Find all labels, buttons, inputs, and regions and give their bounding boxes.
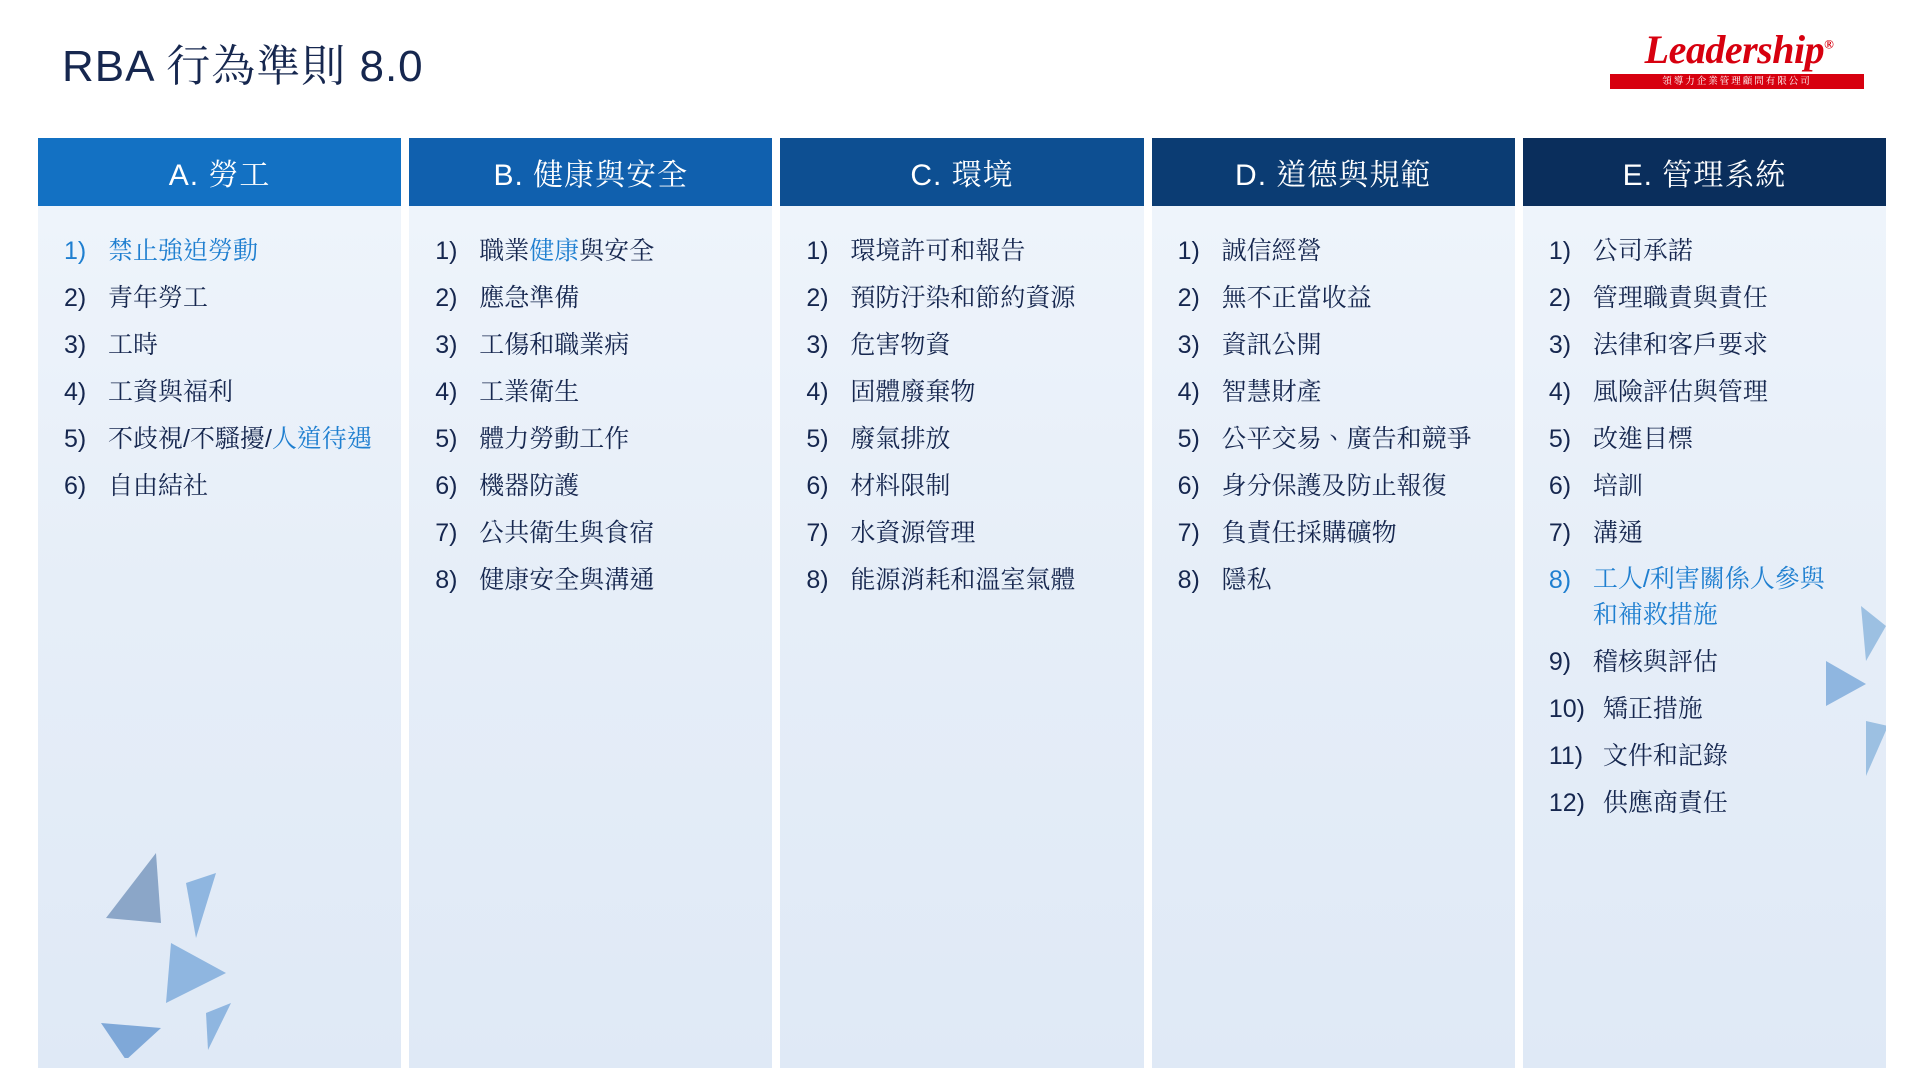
- list-item[interactable]: [409, 326, 772, 373]
- item-number: 7): [435, 519, 458, 547]
- item-number: 1): [64, 237, 87, 265]
- logo-wordmark: [1644, 27, 1834, 72]
- column-header-labor: A. 勞工: [38, 138, 401, 206]
- item-number: 8): [1177, 566, 1200, 594]
- list-item[interactable]: [1523, 467, 1886, 514]
- item-number: 2): [64, 284, 87, 312]
- list-item[interactable]: [780, 232, 1143, 279]
- column-ethics: [1152, 138, 1515, 1068]
- list-item[interactable]: [780, 561, 1143, 608]
- list-item[interactable]: [780, 467, 1143, 514]
- list-item[interactable]: [1152, 561, 1515, 608]
- item-text: 資訊公開: [1221, 331, 1322, 359]
- item-number: 2): [806, 284, 829, 312]
- item-text-highlight: 人道待遇: [271, 425, 372, 453]
- item-number: 8): [435, 566, 458, 594]
- item-number: 5): [64, 425, 87, 453]
- item-number: 4): [1177, 378, 1200, 406]
- item-number: 12): [1548, 788, 1585, 817]
- item-text: 改進目標: [1592, 425, 1693, 453]
- item-number: 5): [435, 425, 458, 453]
- item-number: 3): [806, 331, 829, 359]
- logo-subtitle: 領導力企業管理顧問有限公司: [1662, 76, 1812, 87]
- item-text: 公平交易、廣告和競爭: [1221, 425, 1472, 453]
- column-health-safety: [409, 138, 772, 1068]
- item-text: 禁止強迫勞動: [108, 237, 259, 265]
- item-text: 預防汙染和節約資源: [850, 284, 1076, 312]
- item-text: 風險評估與管理: [1592, 378, 1768, 406]
- item-number: 10): [1548, 694, 1585, 723]
- item-text: 水資源管理: [850, 519, 976, 547]
- list-item[interactable]: [780, 373, 1143, 420]
- list-item[interactable]: [1523, 643, 1886, 690]
- item-number: 3): [1548, 331, 1572, 359]
- list-item[interactable]: [1152, 373, 1515, 420]
- list-item[interactable]: [780, 420, 1143, 467]
- item-text: 機器防護: [479, 472, 580, 500]
- item-number: 1): [806, 237, 829, 265]
- column-body-labor: [38, 206, 401, 1068]
- list-item[interactable]: [780, 279, 1143, 326]
- logo-word-text: Leadership: [1644, 27, 1825, 72]
- item-text: 法律和客戶要求: [1592, 331, 1768, 359]
- page-title: RBA 行為準則 8.0: [62, 42, 424, 91]
- item-text: 能源消耗和溫室氣體: [850, 566, 1076, 594]
- list-item[interactable]: [1523, 326, 1886, 373]
- item-text: 工傷和職業病: [479, 331, 630, 359]
- item-number: 3): [64, 331, 87, 359]
- list-item[interactable]: [1523, 514, 1886, 561]
- logo-bar: [1610, 74, 1864, 89]
- list-item[interactable]: [780, 326, 1143, 373]
- item-number: 1): [1548, 237, 1572, 265]
- item-number: 6): [64, 472, 87, 500]
- item-number: 4): [435, 378, 458, 406]
- item-text: 培訓: [1592, 472, 1643, 500]
- list-item[interactable]: [409, 467, 772, 514]
- item-number: 11): [1548, 741, 1584, 770]
- column-environment: [780, 138, 1143, 1068]
- list-item[interactable]: [1152, 420, 1515, 467]
- column-header-management-system: E. 管理系統: [1523, 138, 1886, 206]
- item-text: 體力勞動工作: [479, 425, 630, 453]
- item-text: 自由結社: [108, 472, 209, 500]
- item-text: 智慧財產: [1221, 378, 1322, 406]
- item-text: 隱私: [1221, 566, 1272, 594]
- item-number: 8): [1548, 566, 1572, 594]
- page-header: [0, 0, 1920, 118]
- item-number: 5): [1177, 425, 1200, 453]
- list-item[interactable]: [38, 279, 401, 326]
- column-management-system: [1523, 138, 1886, 1068]
- item-number: 4): [1548, 378, 1572, 406]
- column-header-health-safety: B. 健康與安全: [409, 138, 772, 206]
- item-text: 公司承諾: [1592, 237, 1693, 265]
- item-number: 5): [806, 425, 829, 453]
- item-number: 4): [64, 378, 87, 406]
- item-number: 2): [435, 284, 458, 312]
- item-text: 溝通: [1592, 519, 1643, 547]
- item-text: 工業衛生: [479, 378, 580, 406]
- item-text: [479, 232, 654, 270]
- list-item[interactable]: [1523, 690, 1886, 737]
- column-header-ethics: D. 道德與規範: [1152, 138, 1515, 206]
- item-text: 稽核與評估: [1592, 647, 1718, 676]
- item-text: 管理職責與責任: [1592, 284, 1768, 312]
- list-item[interactable]: [1523, 784, 1886, 831]
- item-text-plain: 職業: [479, 237, 530, 265]
- column-body-ethics: [1152, 206, 1515, 1068]
- item-text-highlight: 健康: [529, 237, 580, 265]
- item-text: 供應商責任: [1602, 788, 1728, 817]
- column-body-health-safety: [409, 206, 772, 1068]
- item-text: 無不正當收益: [1221, 284, 1372, 312]
- item-text: 青年勞工: [108, 284, 209, 312]
- list-item[interactable]: [1152, 279, 1515, 326]
- item-text: 誠信經營: [1221, 237, 1322, 265]
- item-text: 矯正措施: [1602, 694, 1703, 723]
- item-text: [108, 420, 372, 458]
- item-text: 負責任採購礦物: [1221, 519, 1397, 547]
- list-item[interactable]: [38, 373, 401, 420]
- item-text: 環境許可和報告: [850, 237, 1026, 265]
- list-item[interactable]: [38, 420, 401, 467]
- list-item[interactable]: [1523, 279, 1886, 326]
- list-item[interactable]: [1523, 420, 1886, 467]
- list-item[interactable]: [409, 514, 772, 561]
- column-header-environment: C. 環境: [780, 138, 1143, 206]
- item-text: 固體廢棄物: [850, 378, 976, 406]
- item-number: 3): [435, 331, 458, 359]
- item-number: 1): [1177, 237, 1200, 265]
- item-text: 應急準備: [479, 284, 580, 312]
- list-item[interactable]: [1523, 232, 1886, 279]
- item-number: 4): [806, 378, 829, 406]
- item-text-plain: 不歧視/不騷擾/: [108, 425, 272, 453]
- item-number: 9): [1548, 647, 1572, 676]
- item-number: 8): [806, 566, 829, 594]
- item-text: [1593, 561, 1825, 634]
- item-number: 7): [806, 519, 829, 547]
- item-number: 5): [1548, 425, 1572, 453]
- list-item[interactable]: [1523, 373, 1886, 420]
- list-item[interactable]: [1523, 737, 1886, 784]
- column-body-environment: [780, 206, 1143, 1068]
- item-number: 3): [1177, 331, 1200, 359]
- list-item[interactable]: [780, 514, 1143, 561]
- item-text: 工時: [108, 331, 159, 359]
- item-text: 身分保護及防止報復: [1221, 472, 1447, 500]
- item-number: 2): [1548, 284, 1572, 312]
- company-logo: [1610, 27, 1868, 89]
- item-text: 文件和記錄: [1602, 741, 1728, 770]
- arrow-decoration: [56, 798, 276, 1058]
- list-item[interactable]: [1152, 326, 1515, 373]
- item-text-line2: 和補救措施: [1592, 601, 1718, 630]
- item-number: 6): [806, 472, 829, 500]
- code-of-conduct-board: [38, 138, 1886, 1068]
- list-item[interactable]: [409, 561, 772, 608]
- list-item[interactable]: [409, 279, 772, 326]
- item-text: 工資與福利: [108, 378, 234, 406]
- column-body-management-system: [1523, 206, 1886, 1068]
- item-number: 2): [1177, 284, 1200, 312]
- list-item[interactable]: [409, 232, 772, 279]
- item-text-plain-suffix: 與安全: [579, 237, 655, 265]
- list-item[interactable]: [1523, 561, 1886, 643]
- registered-trademark-icon: ®: [1824, 36, 1834, 52]
- item-number: 1): [435, 237, 458, 265]
- item-number: 6): [1548, 472, 1572, 500]
- item-number: 6): [1177, 472, 1200, 500]
- item-number: 6): [435, 472, 458, 500]
- item-text: 公共衛生與食宿: [479, 519, 655, 547]
- list-item[interactable]: [38, 232, 401, 279]
- column-labor: [38, 138, 401, 1068]
- list-item[interactable]: [409, 420, 772, 467]
- item-text: 危害物資: [850, 331, 951, 359]
- list-item[interactable]: [1152, 467, 1515, 514]
- list-item[interactable]: [409, 373, 772, 420]
- item-text: 健康安全與溝通: [479, 566, 655, 594]
- list-item[interactable]: [1152, 514, 1515, 561]
- list-item[interactable]: [38, 467, 401, 514]
- list-item[interactable]: [1152, 232, 1515, 279]
- item-text: 廢氣排放: [850, 425, 951, 453]
- list-item[interactable]: [38, 326, 401, 373]
- item-number: 7): [1177, 519, 1200, 547]
- item-text-line1: 工人/利害關係人參與: [1592, 565, 1825, 593]
- item-text: 材料限制: [850, 472, 951, 500]
- item-number: 7): [1548, 519, 1572, 547]
